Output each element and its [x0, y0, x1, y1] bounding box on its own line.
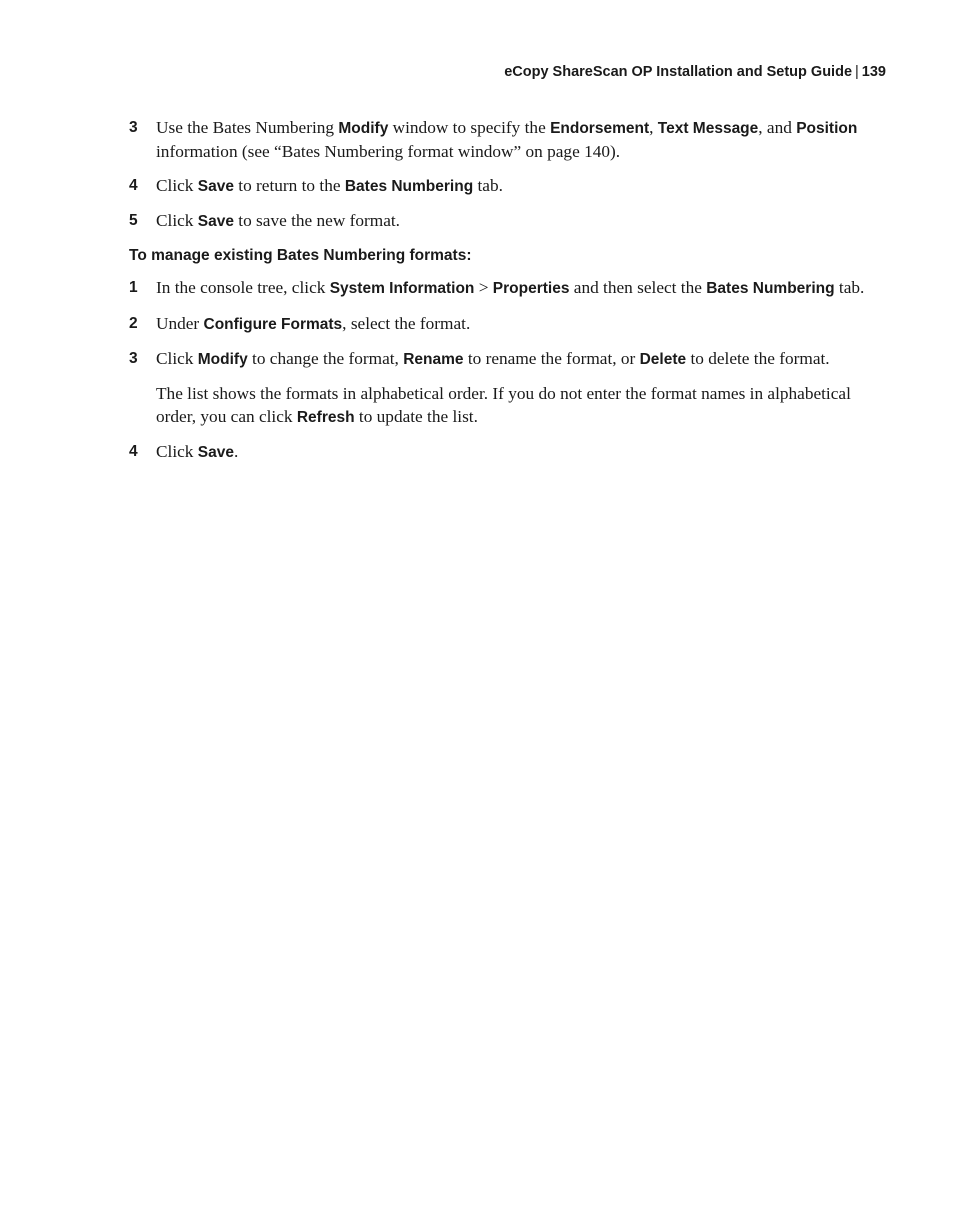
ui-term: Save: [197, 177, 234, 195]
step-text: information (see “Bates Numbering format window” on page 140).: [156, 141, 621, 161]
step-text: Click: [156, 348, 198, 368]
ui-term: Save: [197, 213, 234, 231]
step-text: .: [233, 441, 239, 461]
step-number: 5: [129, 212, 138, 230]
step-text: >: [474, 278, 493, 298]
step-number: 3: [129, 349, 138, 367]
step-text: to save the new format.: [233, 211, 401, 231]
manage-step-2: [129, 313, 869, 337]
step-number: 4: [129, 442, 138, 460]
step-text: In the console tree, click: [156, 278, 330, 298]
step-4-return-to-tab: [129, 175, 869, 199]
guide-title: eCopy ShareScan OP Installation and Setup Guide: [504, 64, 853, 80]
page-header: [504, 64, 886, 80]
step-text: ,: [649, 118, 658, 137]
manage-step-3: [129, 348, 869, 372]
step-text: to delete the format.: [686, 348, 830, 368]
ui-term: System Information: [329, 280, 475, 298]
step-text: Click: [156, 211, 198, 231]
step-text: tab.: [834, 278, 865, 298]
ui-term: Bates Numbering: [706, 280, 835, 298]
page-number: 139: [861, 64, 886, 80]
step-text: to rename the format, or: [463, 348, 640, 368]
note-text: The list shows the formats in alphabetical order. If you do not enter the format names in alphabetical order, you can click: [156, 383, 851, 426]
manage-step-1: [129, 277, 869, 301]
ui-term: Configure Formats: [203, 315, 343, 333]
step-number: 3: [129, 119, 138, 136]
alphabetical-order-note: [129, 383, 869, 429]
ui-term: Modify: [338, 120, 389, 137]
page-body: [129, 117, 869, 476]
manage-step-4: [129, 441, 869, 465]
step-text: tab.: [473, 175, 503, 195]
step-text: Under: [156, 313, 204, 333]
ui-term: Position: [796, 120, 858, 137]
step-text: and then select the: [569, 278, 707, 298]
ui-term: Endorsement: [550, 120, 650, 137]
step-number: 4: [129, 176, 138, 194]
procedure-heading: To manage existing Bates Numbering formats:: [129, 247, 472, 265]
ui-term: Delete: [639, 350, 687, 368]
step-text: Use the Bates Numbering: [156, 118, 339, 137]
step-text: , and: [758, 118, 797, 137]
ui-term: Bates Numbering: [344, 177, 474, 195]
ui-term: Rename: [403, 350, 464, 368]
note-text: to update the list.: [354, 406, 478, 426]
step-text: to change the format,: [247, 348, 404, 368]
ui-term: Save: [197, 443, 234, 461]
step-text: Click: [156, 441, 198, 461]
step-text: window to specify the: [388, 118, 551, 137]
ui-term: Properties: [492, 280, 570, 298]
step-number: 1: [129, 279, 138, 297]
step-text: Click: [156, 175, 198, 195]
ui-term: Refresh: [296, 408, 355, 426]
ui-term: Text Message: [657, 120, 759, 137]
step-3-specify-info: [129, 117, 869, 163]
step-5-save-format: [129, 210, 869, 234]
step-text: to return to the: [233, 175, 345, 195]
step-text: , select the format.: [342, 313, 471, 333]
header-separator: |: [855, 64, 859, 80]
step-number: 2: [129, 314, 138, 332]
ui-term: Modify: [197, 350, 248, 368]
